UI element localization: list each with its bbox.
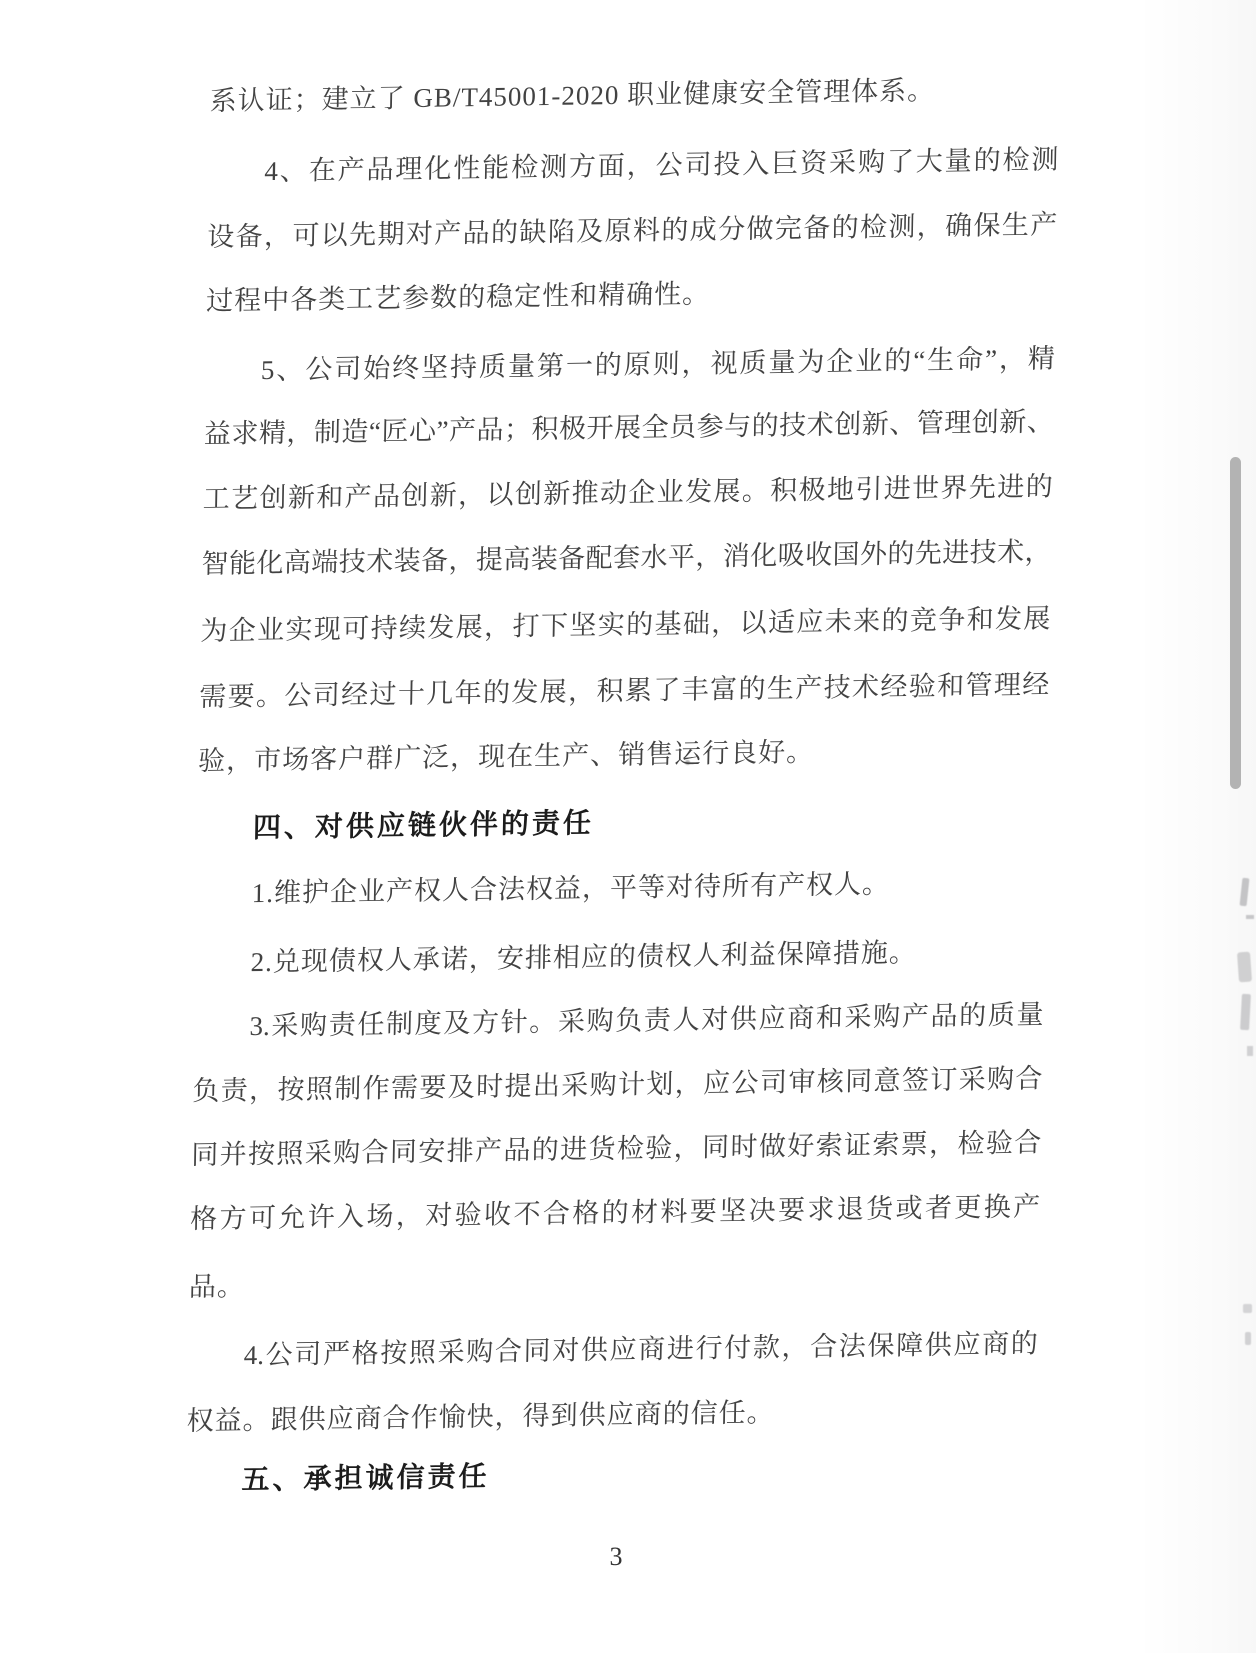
text-line: 同并按照采购合同安排产品的进货检验，同时做好索证索票，检验合 (191, 1127, 1042, 1170)
text-line: 4.公司严格按照采购合同对供应商进行付款，合法保障供应商的 (243, 1328, 1039, 1371)
section-heading: 四、对供应链伙伴的责任 (252, 807, 595, 844)
scrollbar-thumb[interactable] (1230, 457, 1241, 789)
text-line: 2.兑现债权人承诺，安排相应的债权人利益保障措施。 (250, 937, 918, 978)
text-line: 为企业实现可持续发展，打下坚实的基础，以适应未来的竞争和发展 (200, 603, 1051, 646)
text-line: 品。 (188, 1271, 246, 1302)
page-number: 3 (609, 1542, 623, 1571)
text-line: 工艺创新和产品创新，以创新推动企业发展。积极地引进世界先进的 (202, 471, 1053, 514)
text-line: 设备，可以先期对产品的缺陷及原料的成分做完备的检测，确保生产 (207, 209, 1058, 252)
text-line: 3.采购责任制度及方针。采购负责人对供应商和采购产品的质量 (249, 999, 1044, 1042)
page-edge-shading (1136, 0, 1256, 1653)
text-line: 4、在产品理化性能检测方面，公司投入巨资采购了大量的检测 (264, 144, 1059, 187)
text-line: 格方可允许入场，对验收不合格的材料要坚决要求退货或者更换产 (189, 1191, 1041, 1234)
scan-artifact (1243, 1304, 1252, 1313)
scan-artifact (1246, 915, 1254, 919)
scan-artifact (1245, 1332, 1251, 1345)
section-heading: 五、承担诚信责任 (241, 1460, 490, 1496)
text-line: 5、公司始终坚持质量第一的原则，视质量为企业的“生命”，精 (260, 343, 1056, 386)
scan-artifact (1240, 994, 1251, 1030)
scan-artifact (1247, 1046, 1253, 1056)
text-line: 过程中各类工艺参数的稳定性和精确性。 (205, 278, 711, 316)
text-block (185, 69, 1060, 1522)
text-line: 负责，按照制作需要及时提出采购计划，应公司审核同意签订采购合 (192, 1063, 1043, 1106)
scan-artifact (1237, 952, 1252, 983)
text-line: 智能化高端技术装备，提高装备配套水平，消化吸收国外的先进技术， (201, 536, 1052, 579)
text-line: 权益。跟供应商合作愉快，得到供应商的信任。 (186, 1397, 775, 1436)
text-line: 益求精，制造“匠心”产品；积极开展全员参与的技术创新、管理创新、 (203, 406, 1055, 449)
text-line: 1.维护企业产权人合法权益，平等对待所有产权人。 (251, 868, 891, 909)
text-line: 需要。公司经过十几年的发展，积累了丰富的生产技术经验和管理经 (199, 669, 1050, 712)
text-line: 验，市场客户群广泛，现在生产、销售运行良好。 (197, 736, 815, 776)
text-line: 系认证；建立了 GB/T45001-2020 职业健康安全管理体系。 (209, 75, 936, 116)
scan-artifact (1240, 878, 1250, 907)
